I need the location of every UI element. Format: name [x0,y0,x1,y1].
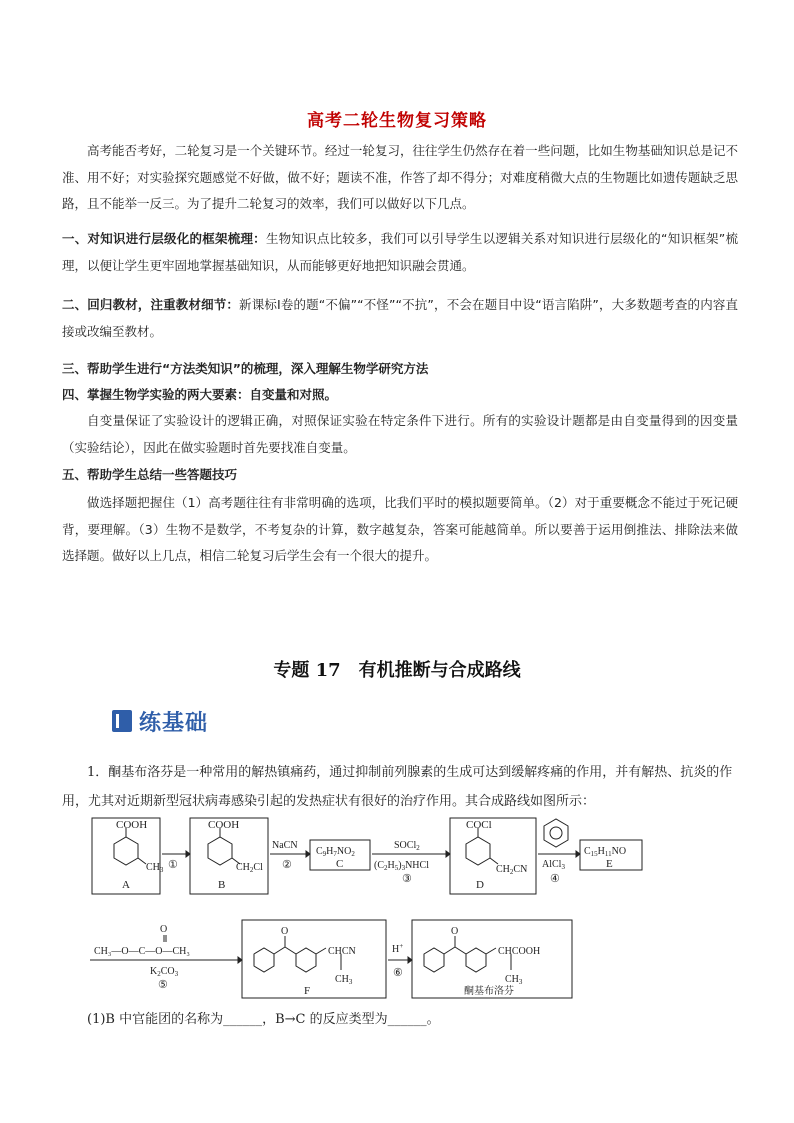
step-2: ② [282,859,292,871]
strategy-1-head: 一、对知识进行层级化的框架梳理： [62,231,266,246]
c-formula: $C_9H_7NO_2$ [316,846,355,858]
benzene-ring-f-left [254,948,274,972]
b-cooh: COOH [208,819,240,831]
label-c: C [336,858,344,870]
benzene-ring-p-left [424,948,444,972]
strategy-4 [62,382,738,408]
label-a: A [122,879,130,891]
a-cooh: COOH [116,819,148,831]
question-1-text: 1．酮基布洛芬是一种常用的解热镇痛药，通过抑制前列腺素的生成可达到缓解疼痛的作用，并有解热、抗炎的作用，尤其对近期新型冠状病毒感染引起的发热症状有很好的治疗作用。其合成路线如图所示： [62,765,733,809]
question-1-part-1: (1)B 中官能团的名称为______，B→C 的反应类型为______。 [87,1012,440,1027]
step-3: ③ [402,873,412,885]
step-6: ⑥ [393,967,403,979]
strategy-5-head: 五、帮助学生总结一些答题技巧 [62,467,238,482]
product-carbonyl-oxygen: O [451,926,459,937]
step-5: ⑤ [158,979,168,991]
step-4: ④ [550,873,560,885]
e-formula: $C_{15}H_{11}NO$ [584,846,627,858]
strategy-3-head: 三、帮助学生进行“方法类知识”的梳理，深入理解生物学研究方法 [62,361,429,376]
d-ch2cn: $CH_2CN$ [496,864,528,876]
section-label: 练基础 [139,710,209,736]
b-ch2cl: $CH_2Cl$ [236,862,263,874]
reagent-alcl3: AlCl$_3$ [542,859,565,871]
benzene-reagent [544,819,568,847]
f-chcn: CHCN [328,946,356,957]
strategy-1 [62,226,738,279]
f-carbonyl-oxygen: O [281,926,289,937]
strategy-4-head: 四、掌握生物学实验的两大要素：自变量和对照。 [62,387,338,402]
reagent-carbonate: CH₃—O—C—O—CH₃ [94,946,190,957]
product-chcooh: CHCOOH [498,946,541,957]
synthesis-route-diagram [60,814,740,1004]
benzene-ring-d [466,837,490,865]
book-icon [112,710,132,732]
strategy-5-body: 做选择题把握住（1）高考题往往有非常明确的选项，比我们平时的模拟题要简单。（2）对于重要概念不能过于死记硬背，要理解。（3）生物不是数学，不考复杂的计算，数字越复杂，答案可能越简单。所以要善于运用倒推法、排除法来做选择题。做好以上几点，相信二轮复习后学生会有一个很大的提升。 [62,495,738,563]
strategy-4-body: 自变量保证了实验设计的逻辑正确，对照保证实验在特定条件下进行。所有的实验设计题都是由自变量得到的因变量（实验结论），因此在做实验题时首先要找准自变量。 [62,413,738,455]
strategy-1-body: 生物知识点比较多，我们可以引导学生以逻辑关系对知识进行层级化的“知识框架”梳理，以便让学生更牢固地掌握基础知识，从而能够更好地把知识融会贯通。 [62,231,738,273]
reagent-nacn: NaCN [272,840,298,851]
reagent-hplus: H+ [392,942,404,955]
label-e: E [606,858,613,870]
strategy-2-head: 二、回归教材，注重教材细节： [62,297,240,312]
reagent-amine: $(C_2H_5)_3NHCl$ [374,860,429,872]
a-ch3: $CH_3$ [146,862,164,874]
reagent-socl2: SOCl$_2$ [394,840,420,852]
label-d: D [476,879,484,891]
benzene-ring-p-right [466,948,486,972]
step-1: ① [168,859,178,871]
strategy-3 [62,356,738,382]
compound-f-box [242,920,386,998]
d-cocl: COCl [466,819,492,831]
benzene-ring-f-right [296,948,316,972]
benzene-ring-a [114,837,138,865]
intro-title: 高考二轮生物复习策略 [307,111,487,131]
benzene-ring-b [208,837,232,865]
carbonate-oxygen: O [160,924,168,935]
strategy-2-body: 新课标Ⅰ卷的题“不偏”“不怪”“不抗”，不会在题目中设“语言陷阱”，大多数题考查的内容直接或改编至教材。 [62,297,738,339]
intro-paragraph: 高考能否考好，二轮复习是一个关键环节。经过一轮复习，往往学生仍然存在着一些问题，比如生物基础知识总是记不准、用不好；对实验探究题感觉不好做，做不好；题读不准，作答了却不得分；对难度稍微大点的生物题比如遗传题缺乏思路，且不能举一反三。为了提升二轮复习的效率，我们可以做好以下几点。 [62,143,738,211]
product-ch3: $CH_3$ [505,974,523,986]
compound-d-box [450,818,536,894]
product-name: 酮基布洛芬 [464,986,514,997]
label-f: F [304,985,311,997]
f-ch3: $CH_3$ [335,974,353,986]
strategy-5 [62,462,738,488]
topic-title: 专题 17 有机推断与合成路线 [273,660,521,681]
reagent-k2co3: $K_2CO_3$ [150,966,179,978]
label-b: B [218,879,226,891]
strategy-2 [62,292,738,345]
section-badge [112,706,208,736]
